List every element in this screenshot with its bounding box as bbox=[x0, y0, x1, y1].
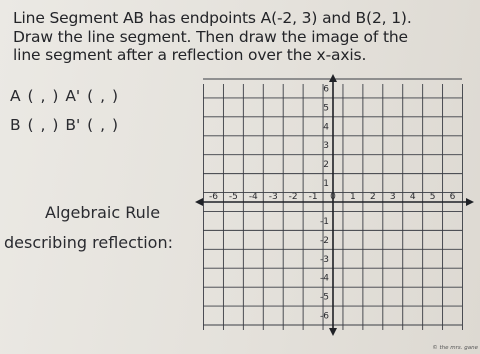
x-axis-arrow-right bbox=[466, 198, 474, 206]
y-tick-label: -2 bbox=[320, 235, 329, 246]
x-tick-label: -4 bbox=[248, 192, 258, 202]
x-tick-label: 1 bbox=[350, 192, 356, 202]
y-tick-label: 1 bbox=[323, 179, 329, 190]
copyright-credit: © the mrs. gane bbox=[432, 345, 478, 351]
y-tick-label: -1 bbox=[320, 216, 329, 227]
y-tick-label: -3 bbox=[320, 254, 329, 265]
y-tick-label: -5 bbox=[320, 292, 329, 303]
x-tick-label: 4 bbox=[409, 192, 416, 202]
prompt-line-2: Draw the line segment. Then draw the image of the bbox=[13, 27, 408, 46]
reflection-rule-label: describing reflection: bbox=[4, 233, 173, 252]
x-tick-label: 3 bbox=[389, 192, 396, 202]
x-tick-label: 2 bbox=[369, 192, 376, 202]
y-tick-label: -4 bbox=[320, 273, 329, 284]
prompt-line-1: Line Segment AB has endpoints A(-2, 3) and B(2, 1). bbox=[13, 9, 412, 27]
point-a-row: A ( , ) A' ( , ) bbox=[10, 87, 118, 105]
y-axis-arrow-down bbox=[329, 328, 337, 336]
x-tick-label: -6 bbox=[208, 192, 218, 202]
x-tick-label: 6 bbox=[449, 192, 456, 202]
y-axis-arrow-up bbox=[329, 74, 337, 82]
x-tick-label: -3 bbox=[268, 192, 278, 202]
x-tick-label: -1 bbox=[308, 192, 318, 202]
y-tick-label: 6 bbox=[323, 84, 329, 95]
point-b-row: B ( , ) B' ( , ) bbox=[10, 116, 119, 134]
y-tick-label: 3 bbox=[323, 141, 329, 152]
x-tick-label: -5 bbox=[228, 192, 238, 202]
prompt-line-3: line segment after a reflection over the x-axis. bbox=[13, 46, 367, 64]
x-axis-arrow-left bbox=[195, 198, 203, 206]
y-tick-label: 4 bbox=[323, 122, 329, 133]
x-tick-label: 5 bbox=[429, 192, 436, 202]
x-tick-label: 0 bbox=[330, 192, 336, 202]
y-tick-label: 5 bbox=[323, 103, 329, 114]
y-tick-label: 2 bbox=[323, 160, 329, 171]
axes bbox=[195, 74, 474, 336]
y-tick-label: -6 bbox=[320, 311, 329, 322]
x-tick-label: -2 bbox=[288, 192, 298, 202]
algebraic-rule-label: Algebraic Rule bbox=[45, 203, 161, 222]
